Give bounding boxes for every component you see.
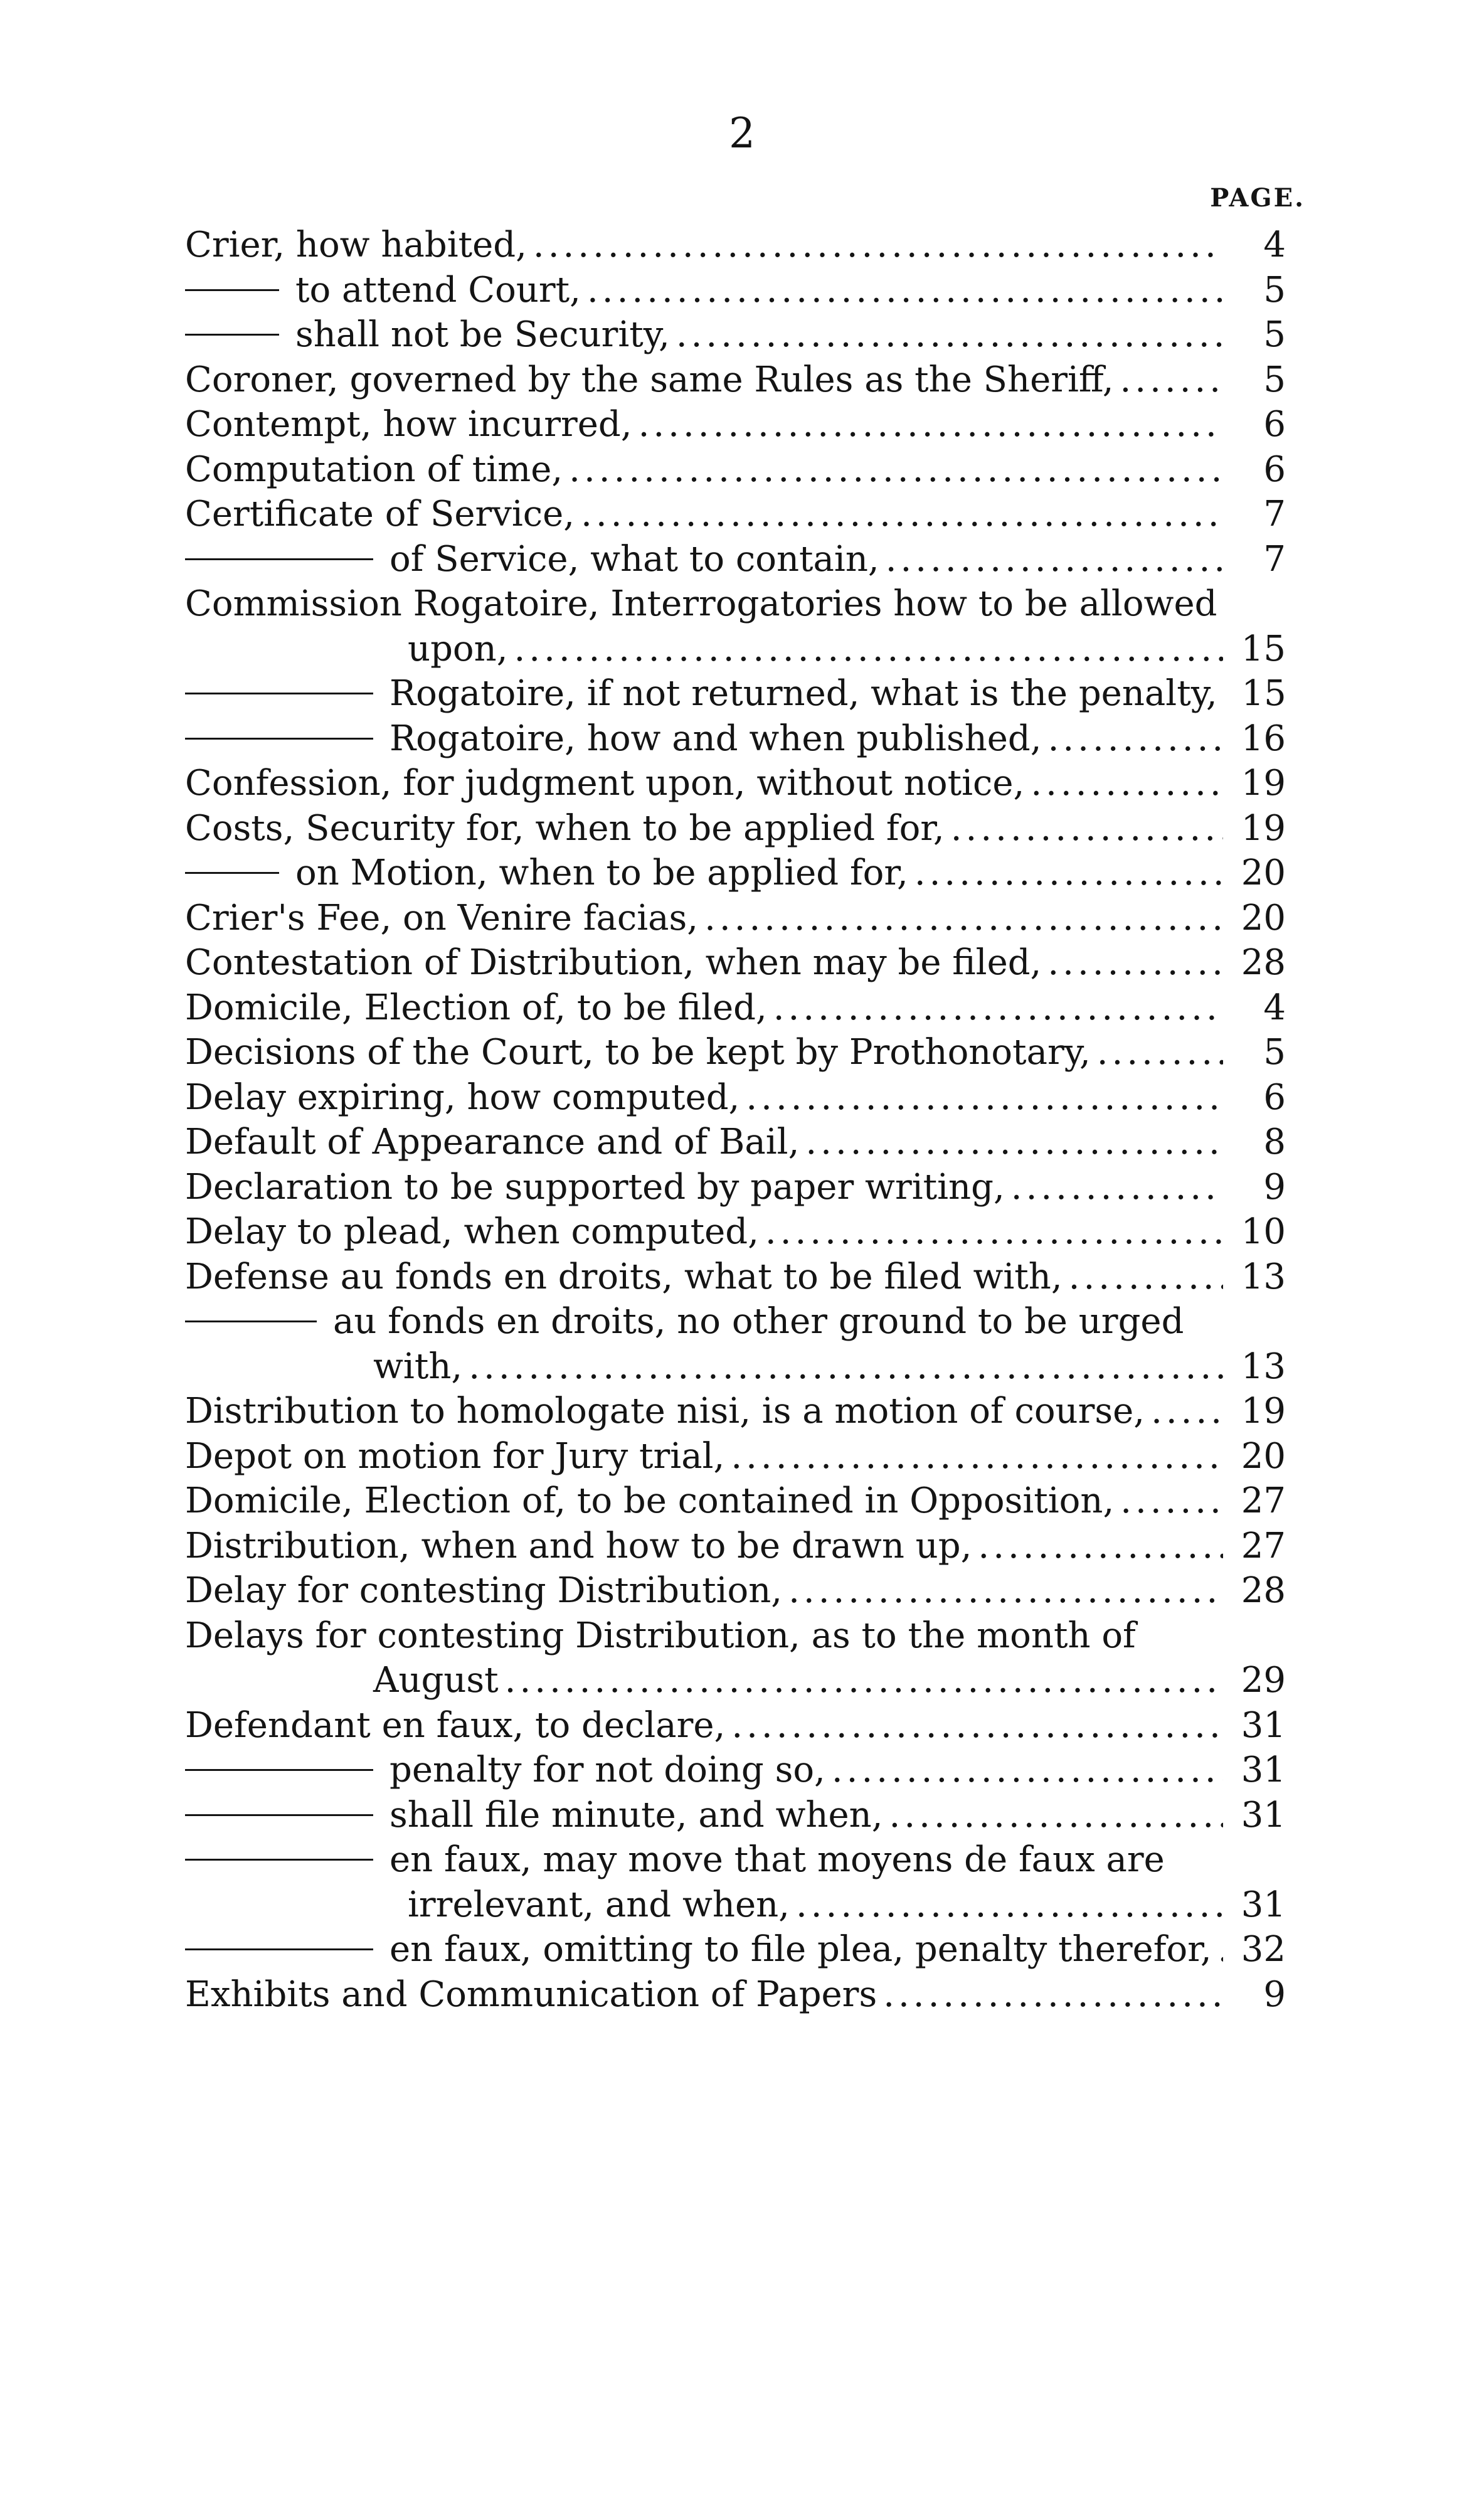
index-entry bbox=[185, 402, 1286, 447]
entry-text: Delay to plead, when computed, bbox=[185, 1211, 759, 1252]
page-ref: 19 bbox=[1241, 763, 1286, 804]
ditto-dash bbox=[185, 738, 373, 740]
index-entry bbox=[185, 806, 1286, 851]
entry-text: upon, bbox=[408, 628, 508, 669]
dot-leader bbox=[883, 1972, 1223, 2017]
index-entry bbox=[185, 851, 1286, 896]
page-ref: 31 bbox=[1241, 1704, 1286, 1746]
ditto-dash bbox=[185, 289, 279, 291]
entry-text: Defense au fonds en droits, what to be filed with, bbox=[185, 1256, 1063, 1297]
entry-text: Delays for contesting Distribution, as to the month of bbox=[185, 1615, 1136, 1656]
entry-text: Computation of time, bbox=[185, 449, 563, 490]
index-entry bbox=[185, 1075, 1286, 1120]
entry-text: Costs, Security for, when to be applied for, bbox=[185, 807, 945, 849]
dot-leader bbox=[581, 492, 1223, 537]
page-ref: 15 bbox=[1241, 628, 1286, 669]
dot-leader bbox=[1120, 358, 1224, 403]
index-entry bbox=[185, 537, 1286, 582]
entry-text: shall file minute, and when, bbox=[390, 1794, 883, 1836]
ditto-dash bbox=[185, 872, 279, 874]
dot-leader bbox=[1011, 1165, 1223, 1210]
index-entry bbox=[185, 1389, 1286, 1434]
ditto-dash bbox=[185, 1321, 317, 1322]
dot-leader bbox=[731, 1703, 1223, 1748]
index-entry bbox=[185, 1613, 1286, 1659]
page-ref: 9 bbox=[1263, 1166, 1286, 1208]
page-ref: 6 bbox=[1263, 449, 1286, 490]
dot-leader bbox=[746, 1075, 1223, 1120]
entry-text: Delay for contesting Distribution, bbox=[185, 1570, 783, 1611]
dot-leader bbox=[788, 1568, 1223, 1613]
page-ref: 32 bbox=[1241, 1929, 1286, 1970]
entry-text: Rogatoire, how and when published, bbox=[390, 718, 1042, 759]
page-number: 2 bbox=[729, 109, 755, 157]
dot-leader bbox=[587, 268, 1223, 313]
dot-leader bbox=[1151, 1389, 1223, 1434]
page-ref: 7 bbox=[1263, 538, 1286, 580]
entry-text: Coroner, governed by the same Rules as the Sheriff, bbox=[185, 359, 1114, 400]
page-ref: 10 bbox=[1241, 1211, 1286, 1252]
dot-leader bbox=[469, 1344, 1223, 1390]
dot-leader bbox=[805, 1120, 1223, 1165]
page-ref: 28 bbox=[1241, 942, 1286, 983]
dot-leader bbox=[765, 1209, 1223, 1255]
entry-text: Crier, how habited, bbox=[185, 225, 527, 265]
entry-text: Declaration to be supported by paper writing, bbox=[185, 1166, 1005, 1208]
entry-text: Exhibits and Communication of Papers bbox=[185, 1974, 877, 2015]
entry-text: Contempt, how incurred, bbox=[185, 404, 632, 445]
page-ref: 7 bbox=[1263, 494, 1286, 534]
ditto-dash bbox=[185, 1859, 373, 1861]
index-entry bbox=[185, 1344, 1286, 1390]
entry-text: en faux, may move that moyens de faux are bbox=[390, 1839, 1165, 1880]
page-ref: 20 bbox=[1241, 1435, 1286, 1477]
entry-text: irrelevant, and when, bbox=[408, 1884, 790, 1925]
dot-leader bbox=[914, 851, 1223, 896]
page-ref: 16 bbox=[1241, 718, 1286, 759]
index-entry bbox=[185, 1658, 1286, 1703]
dot-leader bbox=[951, 806, 1223, 851]
dot-leader bbox=[1218, 1927, 1223, 1972]
index-entry bbox=[185, 627, 1286, 672]
dot-leader bbox=[978, 1524, 1223, 1569]
ditto-dash bbox=[185, 1769, 373, 1771]
dot-leader bbox=[1069, 1255, 1223, 1300]
index-entry bbox=[185, 492, 1286, 537]
dot-leader bbox=[1048, 716, 1223, 762]
entry-text: with, bbox=[373, 1346, 463, 1387]
dot-leader bbox=[505, 1658, 1223, 1703]
page-ref: 31 bbox=[1241, 1884, 1286, 1925]
dot-leader bbox=[639, 402, 1223, 447]
page-ref: 29 bbox=[1241, 1660, 1286, 1701]
dot-leader bbox=[1097, 1030, 1223, 1075]
page-ref: 28 bbox=[1241, 1570, 1286, 1611]
index-entry bbox=[185, 1837, 1286, 1883]
dot-leader bbox=[889, 1793, 1223, 1838]
page-ref: 5 bbox=[1263, 1032, 1286, 1073]
dot-leader bbox=[773, 986, 1223, 1031]
index-entry bbox=[185, 1434, 1286, 1479]
index-entry bbox=[185, 223, 1286, 268]
dot-leader bbox=[569, 447, 1223, 492]
page-ref: 31 bbox=[1241, 1794, 1286, 1836]
page-ref: 15 bbox=[1241, 673, 1286, 714]
page-ref: 5 bbox=[1263, 269, 1286, 311]
index-entry bbox=[185, 1927, 1286, 1972]
dot-leader bbox=[832, 1748, 1223, 1793]
page-ref: 6 bbox=[1263, 404, 1286, 445]
index-entry bbox=[185, 716, 1286, 762]
index-entry bbox=[185, 447, 1286, 492]
index-list bbox=[185, 223, 1286, 2017]
page-ref: 27 bbox=[1241, 1525, 1286, 1566]
entry-text: Default of Appearance and of Bail, bbox=[185, 1122, 800, 1162]
page-ref: 6 bbox=[1263, 1076, 1286, 1118]
entry-text: of Service, what to contain, bbox=[390, 538, 879, 580]
index-entry bbox=[185, 1524, 1286, 1569]
index-entry bbox=[185, 358, 1286, 403]
entry-text: Certificate of Service, bbox=[185, 494, 575, 534]
index-entry bbox=[185, 1568, 1286, 1613]
index-entry bbox=[185, 671, 1286, 716]
entry-text: to attend Court, bbox=[295, 269, 581, 311]
page-ref: 13 bbox=[1241, 1346, 1286, 1387]
index-entry bbox=[185, 1030, 1286, 1075]
dot-leader bbox=[1047, 940, 1223, 986]
page-ref: 27 bbox=[1241, 1480, 1286, 1521]
entry-text: Defendant en faux, to declare, bbox=[185, 1704, 726, 1746]
page-ref: 9 bbox=[1263, 1974, 1286, 2015]
entry-text: Confession, for judgment upon, without notice, bbox=[185, 763, 1025, 804]
entry-text: Distribution to homologate nisi, is a motion of course, bbox=[185, 1391, 1145, 1432]
entry-text: Depot on motion for Jury trial, bbox=[185, 1435, 725, 1477]
dot-leader bbox=[1120, 1479, 1223, 1524]
page-ref: 20 bbox=[1241, 853, 1286, 893]
page-ref: 4 bbox=[1263, 225, 1286, 265]
index-entry bbox=[185, 986, 1286, 1031]
index-entry bbox=[185, 1209, 1286, 1255]
index-entry bbox=[185, 1748, 1286, 1793]
dot-leader bbox=[731, 1434, 1223, 1479]
entry-text: en faux, omitting to file plea, penalty therefor, bbox=[390, 1929, 1212, 1970]
entry-text: Decisions of the Court, to be kept by Prothonotary, bbox=[185, 1032, 1091, 1073]
page-ref: 31 bbox=[1241, 1750, 1286, 1790]
page-ref: 8 bbox=[1263, 1122, 1286, 1162]
page-column-heading: PAGE. bbox=[1210, 183, 1305, 213]
entry-text: penalty for not doing so, bbox=[390, 1750, 825, 1790]
dot-leader bbox=[1031, 761, 1223, 806]
index-entry bbox=[185, 1793, 1286, 1838]
entry-text: Delay expiring, how computed, bbox=[185, 1076, 740, 1118]
page-ref: 20 bbox=[1241, 897, 1286, 938]
page-ref: 4 bbox=[1263, 987, 1286, 1028]
entry-text: Distribution, when and how to be drawn up, bbox=[185, 1525, 972, 1566]
index-entry bbox=[185, 896, 1286, 941]
index-entry bbox=[185, 940, 1286, 986]
index-entry bbox=[185, 1703, 1286, 1748]
index-entry bbox=[185, 1479, 1286, 1524]
index-entry bbox=[185, 312, 1286, 358]
entry-text: Crier's Fee, on Venire facias, bbox=[185, 897, 699, 938]
index-entry bbox=[185, 582, 1286, 627]
entry-text: Domicile, Election of, to be filed, bbox=[185, 987, 767, 1028]
entry-text: shall not be Security, bbox=[295, 314, 670, 355]
ditto-dash bbox=[185, 1948, 373, 1950]
dot-leader bbox=[514, 627, 1224, 672]
dot-leader bbox=[533, 223, 1223, 268]
entry-text: on Motion, when to be applied for, bbox=[295, 853, 908, 893]
dot-leader bbox=[886, 537, 1223, 582]
index-entry bbox=[185, 1972, 1286, 2017]
ditto-dash bbox=[185, 693, 373, 694]
page-ref: 5 bbox=[1263, 314, 1286, 355]
ditto-dash bbox=[185, 1814, 373, 1816]
index-entry bbox=[185, 268, 1286, 313]
index-entry bbox=[185, 1883, 1286, 1928]
dot-leader bbox=[796, 1883, 1223, 1928]
entry-text: Rogatoire, if not returned, what is the penalty, bbox=[390, 673, 1217, 714]
index-entry bbox=[185, 1120, 1286, 1165]
index-entry bbox=[185, 761, 1286, 806]
index-entry bbox=[185, 1299, 1286, 1344]
ditto-dash bbox=[185, 558, 373, 560]
entry-text: August bbox=[373, 1660, 499, 1701]
ditto-dash bbox=[185, 334, 279, 336]
entry-text: Contestation of Distribution, when may be filed, bbox=[185, 942, 1042, 983]
page-ref: 5 bbox=[1263, 359, 1286, 400]
entry-text: Commission Rogatoire, Interrogatories how to be allowed bbox=[185, 583, 1217, 624]
page-ref: 19 bbox=[1241, 1391, 1286, 1432]
index-entry bbox=[185, 1165, 1286, 1210]
entry-text: Domicile, Election of, to be contained in Opposition, bbox=[185, 1480, 1115, 1521]
entry-text: au fonds en droits, no other ground to be urged bbox=[333, 1301, 1184, 1342]
dot-leader bbox=[676, 312, 1223, 358]
page-ref: 13 bbox=[1241, 1256, 1286, 1297]
index-entry bbox=[185, 1255, 1286, 1300]
dot-leader bbox=[704, 896, 1223, 941]
page-ref: 19 bbox=[1241, 807, 1286, 849]
